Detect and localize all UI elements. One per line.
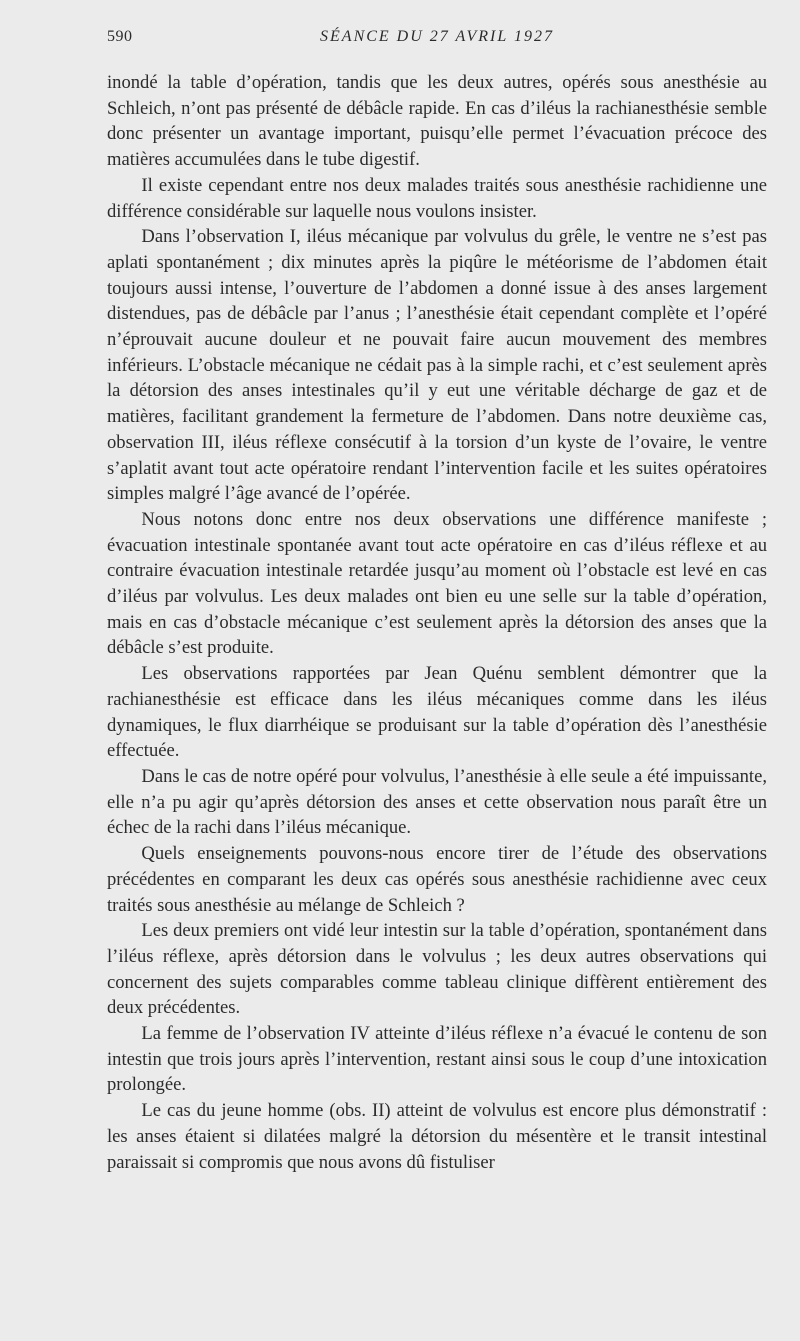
paragraph: La femme de l’observation IV atteinte d’iléus réflexe n’a évacué le contenu de son intestin que trois jours après l’intervention, restant ainsi sous le coup d’une intoxication prolongée. xyxy=(107,1023,767,1096)
header-title: SÉANCE DU 27 AVRIL 1927 xyxy=(320,28,554,45)
paragraph: Dans l’observation I, iléus mécanique par volvulus du grêle, le ventre ne s’est pas aplati spontanément ; dix minutes après la piqûre le météorisme de l’abdomen était toujours aussi intense, l’ouverture de l’abdomen a donné issue à des anses largement distendues, pas de débâcle par l’anus ; l’anesthésie était cependant complète et l’opéré n’éprouvait aucune douleur et ne pouvait faire aucun mouvement des membres inférieurs. L’obstacle mécanique ne cédait pas à la simple rachi, et c’est seulement après la détorsion des anses intestinales qu’il y eut une véritable décharge de gaz et de matières, facilitant grandement la fermeture de l’abdomen. Dans notre deuxième cas, observation III, iléus réflexe consécutif à la torsion d’un kyste de l’ovaire, le ventre s’aplatit avant tout acte opératoire rendant l’intervention facile et les suites opératoires simples malgré l’âge avancé de l’opérée. xyxy=(107,226,767,505)
page-number: 590 xyxy=(107,28,133,45)
paragraph: Les deux premiers ont vidé leur intestin sur la table d’opération, spontanément dans l’iléus réflexe, après détorsion dans le volvulus ; les deux autres observations qui concernent des sujets comparables comme tableau clinique diffèrent entièrement des deux précédentes. xyxy=(107,920,767,1019)
paragraph: Il existe cependant entre nos deux malades traités sous anesthésie rachidienne une différence considérable sur laquelle nous voulons insister. xyxy=(107,174,767,222)
paragraph: Nous notons donc entre nos deux observations une différence manifeste ; évacuation intestinale spontanée avant tout acte opératoire en cas d’iléus réflexe et au contraire évacuation intestinale retardée jusqu’au moment où l’obstacle est levé en cas d’iléus par volvulus. Les deux malades ont bien eu une selle sur la table d’opération, mais en cas d’obstacle mécanique c’est seulement après la détorsion des anses que la débâcle s’est produite. xyxy=(107,508,767,659)
paragraph: Les observations rapportées par Jean Quénu semblent démontrer que la rachianesthésie est efficace dans les iléus mécaniques comme dans les iléus dynamiques, le flux diarrhéique se produisant sur la table d’opération dès l’anesthésie effectuée. xyxy=(107,663,767,762)
paragraph: Le cas du jeune homme (obs. II) atteint de volvulus est encore plus démonstratif : les anses étaient si dilatées malgré la détorsion du mésentère et le transit intestinal paraissait si compromis que nous avons dû fistuliser xyxy=(107,1100,767,1173)
paragraph: Quels enseignements pouvons-nous encore tirer de l’étude des observations précédentes en comparant les deux cas opérés sous anesthésie rachidienne avec ceux traités sous anesthésie au mélange de Schleich ? xyxy=(107,843,767,916)
paragraph: Dans le cas de notre opéré pour volvulus, l’anesthésie à elle seule a été impuissante, elle n’a pu agir qu’après détorsion des anses et cette observation nous paraît être un échec de la rachi dans l’iléus mécanique. xyxy=(107,765,767,839)
paragraph-continued: inondé la table d’opération, tandis que les deux autres, opérés sous anesthésie au Schleich, n’ont pas présenté de débâcle rapide. En cas d’iléus la rachianesthésie semble donc présenter un avantage important, puisqu’elle permet l’évacuation précoce des matières accumulées dans le tube digestif. xyxy=(107,72,767,171)
body-text xyxy=(107,70,767,1175)
running-head xyxy=(107,28,767,54)
